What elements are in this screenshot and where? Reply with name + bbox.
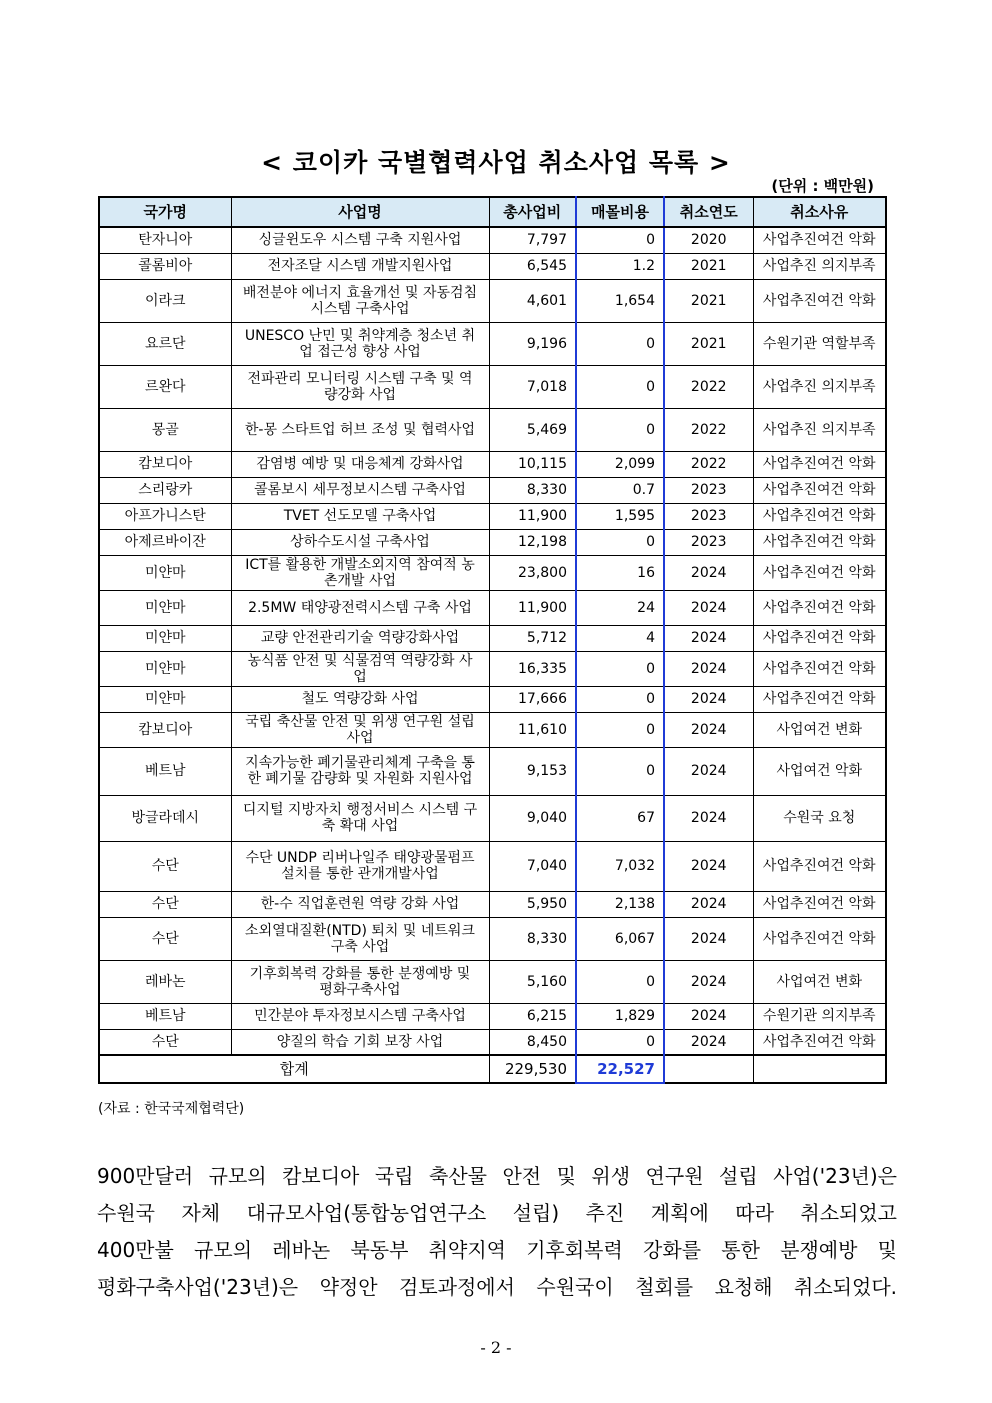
country-cell: 미얀마 (99, 625, 231, 651)
total-cost-cell: 7,040 (489, 841, 576, 891)
project-name-cell: 국립 축산물 안전 및 위생 연구원 설립 사업 (231, 712, 489, 747)
project-name-cell: 상하수도시설 구축사업 (231, 529, 489, 555)
header-country: 국가명 (99, 197, 231, 227)
cancel-reason-cell: 사업추진여건 악화 (753, 279, 886, 322)
country-cell: 캄보디아 (99, 712, 231, 747)
total-cost-cell: 12,198 (489, 529, 576, 555)
total-cost-cell: 5,469 (489, 408, 576, 451)
cancel-reason-cell: 사업추진여건 악화 (753, 477, 886, 503)
total-cost-cell: 11,900 (489, 503, 576, 529)
project-name-cell: 기후회복력 강화를 통한 분쟁예방 및 평화구축사업 (231, 960, 489, 1003)
project-name-cell: 전파관리 모니터링 시스템 구축 및 역량강화 사업 (231, 365, 489, 408)
total-empty-cell (753, 1055, 886, 1083)
cancel-reason-cell: 사업추진여건 악화 (753, 625, 886, 651)
cancel-reason-cell: 수원기관 역할부족 (753, 322, 886, 365)
cancel-year-cell: 2024 (664, 686, 753, 712)
cancel-reason-cell: 사업추진여건 악화 (753, 503, 886, 529)
sunk-cost-cell: 2,099 (576, 451, 664, 477)
project-name-cell: UNESCO 난민 및 취약계층 청소년 취업 접근성 향상 사업 (231, 322, 489, 365)
sunk-cost-cell: 24 (576, 590, 664, 625)
project-name-cell: 전자조달 시스템 개발지원사업 (231, 253, 489, 279)
header-cancel-year: 취소연도 (664, 197, 753, 227)
country-cell: 수단 (99, 841, 231, 891)
cancel-reason-cell: 사업여건 변화 (753, 712, 886, 747)
cancel-year-cell: 2021 (664, 322, 753, 365)
total-cost-cell: 10,115 (489, 451, 576, 477)
cancelled-projects-table (98, 196, 887, 1084)
cancel-year-cell: 2024 (664, 712, 753, 747)
table-row (99, 795, 886, 841)
total-cost-cell: 16,335 (489, 651, 576, 686)
cancel-year-cell: 2024 (664, 625, 753, 651)
country-cell: 베트남 (99, 1003, 231, 1029)
cancel-year-cell: 2024 (664, 651, 753, 686)
cancel-reason-cell: 사업추진 의지부족 (753, 365, 886, 408)
country-cell: 캄보디아 (99, 451, 231, 477)
project-name-cell: ICT를 활용한 개발소외지역 참여적 농촌개발 사업 (231, 555, 489, 590)
cancel-year-cell: 2024 (664, 747, 753, 795)
sunk-cost-cell: 0 (576, 529, 664, 555)
country-cell: 탄자니아 (99, 227, 231, 253)
total-cost-cell: 8,330 (489, 917, 576, 960)
sunk-cost-cell: 0 (576, 1029, 664, 1055)
country-cell: 미얀마 (99, 555, 231, 590)
cancel-year-cell: 2024 (664, 795, 753, 841)
total-cost-cell: 5,950 (489, 891, 576, 917)
cancel-reason-cell: 사업추진여건 악화 (753, 1029, 886, 1055)
country-cell: 수단 (99, 1029, 231, 1055)
paragraph-line: 400만불 규모의 레바논 북동부 취약지역 기후회복력 강화를 통한 분쟁예방 및 (97, 1238, 897, 1262)
total-cost-sum: 229,530 (489, 1055, 576, 1083)
project-name-cell: 교량 안전관리기술 역량강화사업 (231, 625, 489, 651)
total-empty-cell (664, 1055, 753, 1083)
country-cell: 요르단 (99, 322, 231, 365)
cancel-reason-cell: 사업추진여건 악화 (753, 555, 886, 590)
cancel-year-cell: 2020 (664, 227, 753, 253)
total-cost-cell: 9,196 (489, 322, 576, 365)
project-name-cell: 소외열대질환(NTD) 퇴치 및 네트워크 구축 사업 (231, 917, 489, 960)
project-name-cell: 민간분야 투자정보시스템 구축사업 (231, 1003, 489, 1029)
country-cell: 르완다 (99, 365, 231, 408)
table-row (99, 960, 886, 1003)
project-name-cell: 배전분야 에너지 효율개선 및 자동검침 시스템 구축사업 (231, 279, 489, 322)
country-cell: 미얀마 (99, 686, 231, 712)
cancel-reason-cell: 사업여건 변화 (753, 960, 886, 1003)
cancel-year-cell: 2024 (664, 590, 753, 625)
sunk-cost-cell: 0 (576, 227, 664, 253)
country-cell: 베트남 (99, 747, 231, 795)
total-label: 합계 (99, 1055, 489, 1083)
cancel-year-cell: 2021 (664, 279, 753, 322)
header-total-cost: 총사업비 (489, 197, 576, 227)
sunk-cost-cell: 0 (576, 408, 664, 451)
total-cost-cell: 7,797 (489, 227, 576, 253)
cancel-year-cell: 2022 (664, 451, 753, 477)
project-name-cell: TVET 선도모델 구축사업 (231, 503, 489, 529)
table-row (99, 841, 886, 891)
country-cell: 방글라데시 (99, 795, 231, 841)
sunk-cost-cell: 0.7 (576, 477, 664, 503)
table-row (99, 529, 886, 555)
unit-label: (단위 : 백만원) (771, 177, 874, 195)
total-cost-cell: 9,153 (489, 747, 576, 795)
table-row (99, 651, 886, 686)
cancel-year-cell: 2024 (664, 841, 753, 891)
project-name-cell: 싱글윈도우 시스템 구축 지원사업 (231, 227, 489, 253)
cancel-year-cell: 2024 (664, 1029, 753, 1055)
cancel-reason-cell: 수원기관 의지부족 (753, 1003, 886, 1029)
cancel-year-cell: 2022 (664, 408, 753, 451)
country-cell: 수단 (99, 891, 231, 917)
sunk-cost-cell: 0 (576, 686, 664, 712)
source-note: (자료 : 한국국제협력단) (98, 1101, 245, 1117)
cancel-reason-cell: 사업추진여건 악화 (753, 227, 886, 253)
cancel-reason-cell: 사업추진여건 악화 (753, 651, 886, 686)
sunk-cost-cell: 0 (576, 747, 664, 795)
cancel-year-cell: 2023 (664, 529, 753, 555)
project-name-cell: 수단 UNDP 리버나일주 태양광물펌프 설치를 통한 관개개발사업 (231, 841, 489, 891)
cancel-year-cell: 2022 (664, 365, 753, 408)
sunk-cost-cell: 2,138 (576, 891, 664, 917)
project-name-cell: 농식품 안전 및 식물검역 역량강화 사업 (231, 651, 489, 686)
total-cost-cell: 7,018 (489, 365, 576, 408)
table-row (99, 590, 886, 625)
project-name-cell: 지속가능한 폐기물관리체계 구축을 통한 폐기물 감량화 및 자원화 지원사업 (231, 747, 489, 795)
cancel-reason-cell: 사업여건 악화 (753, 747, 886, 795)
table-row (99, 1003, 886, 1029)
cancel-reason-cell: 사업추진여건 악화 (753, 590, 886, 625)
country-cell: 아프가니스탄 (99, 503, 231, 529)
cancel-reason-cell: 사업추진 의지부족 (753, 253, 886, 279)
cancel-reason-cell: 사업추진여건 악화 (753, 529, 886, 555)
table-row (99, 451, 886, 477)
page-number: - 2 - (480, 1338, 512, 1357)
table-title: < 코이카 국별협력사업 취소사업 목록 > (261, 148, 731, 177)
cancel-reason-cell: 사업추진여건 악화 (753, 841, 886, 891)
country-cell: 미얀마 (99, 651, 231, 686)
table-row (99, 503, 886, 529)
project-name-cell: 콜롬보시 세무정보시스템 구축사업 (231, 477, 489, 503)
sunk-cost-cell: 16 (576, 555, 664, 590)
sunk-cost-cell: 1,595 (576, 503, 664, 529)
table-row (99, 917, 886, 960)
cancel-reason-cell: 수원국 요청 (753, 795, 886, 841)
total-cost-cell: 6,545 (489, 253, 576, 279)
country-cell: 몽골 (99, 408, 231, 451)
total-row (99, 1055, 886, 1083)
country-cell: 이라크 (99, 279, 231, 322)
header-project: 사업명 (231, 197, 489, 227)
project-name-cell: 2.5MW 태양광전력시스템 구축 사업 (231, 590, 489, 625)
body-paragraph (97, 1158, 897, 1306)
table-row (99, 408, 886, 451)
table-row (99, 1029, 886, 1055)
project-name-cell: 철도 역량강화 사업 (231, 686, 489, 712)
project-name-cell: 한-몽 스타트업 허브 조성 및 협력사업 (231, 408, 489, 451)
header-cancel-reason: 취소사유 (753, 197, 886, 227)
table-row (99, 712, 886, 747)
total-cost-cell: 5,712 (489, 625, 576, 651)
table-row (99, 555, 886, 590)
table-row (99, 625, 886, 651)
table-row (99, 365, 886, 408)
sunk-cost-cell: 0 (576, 365, 664, 408)
sunk-cost-cell: 67 (576, 795, 664, 841)
paragraph-line: 900만달러 규모의 캄보디아 국립 축산물 안전 및 위생 연구원 설립 사업('23년)은 (97, 1164, 897, 1188)
paragraph-line: 평화구축사업('23년)은 약정안 검토과정에서 수원국이 철회를 요청해 취소되었다. (97, 1275, 897, 1299)
total-cost-cell: 23,800 (489, 555, 576, 590)
project-name-cell: 한-수 직업훈련원 역량 강화 사업 (231, 891, 489, 917)
total-cost-cell: 4,601 (489, 279, 576, 322)
cancel-year-cell: 2024 (664, 917, 753, 960)
project-name-cell: 디지털 지방자치 행정서비스 시스템 구축 확대 사업 (231, 795, 489, 841)
sunk-cost-cell: 7,032 (576, 841, 664, 891)
sunk-cost-cell: 0 (576, 712, 664, 747)
header-sunk-cost: 매몰비용 (576, 197, 664, 227)
sunk-cost-cell: 0 (576, 960, 664, 1003)
paragraph-line: 수원국 자체 대규모사업(통합농업연구소 설립) 추진 계획에 따라 취소되었고 (97, 1201, 897, 1225)
total-cost-cell: 6,215 (489, 1003, 576, 1029)
cancel-year-cell: 2024 (664, 1003, 753, 1029)
country-cell: 미얀마 (99, 590, 231, 625)
cancel-reason-cell: 사업추진여건 악화 (753, 917, 886, 960)
sunk-cost-sum: 22,527 (576, 1055, 664, 1083)
sunk-cost-cell: 0 (576, 322, 664, 365)
project-name-cell: 감염병 예방 및 대응체계 강화사업 (231, 451, 489, 477)
total-cost-cell: 5,160 (489, 960, 576, 1003)
total-cost-cell: 11,610 (489, 712, 576, 747)
cancel-year-cell: 2021 (664, 253, 753, 279)
project-name-cell: 양질의 학습 기회 보장 사업 (231, 1029, 489, 1055)
cancel-reason-cell: 사업추진여건 악화 (753, 451, 886, 477)
cancel-year-cell: 2024 (664, 891, 753, 917)
table-row (99, 279, 886, 322)
table-header-row (99, 197, 886, 227)
cancel-reason-cell: 사업추진 의지부족 (753, 408, 886, 451)
country-cell: 수단 (99, 917, 231, 960)
total-cost-cell: 8,330 (489, 477, 576, 503)
total-cost-cell: 9,040 (489, 795, 576, 841)
sunk-cost-cell: 1,829 (576, 1003, 664, 1029)
total-cost-cell: 17,666 (489, 686, 576, 712)
cancel-year-cell: 2023 (664, 477, 753, 503)
sunk-cost-cell: 6,067 (576, 917, 664, 960)
country-cell: 아제르바이잔 (99, 529, 231, 555)
cancel-year-cell: 2024 (664, 960, 753, 1003)
table-row (99, 891, 886, 917)
table-row (99, 686, 886, 712)
sunk-cost-cell: 0 (576, 651, 664, 686)
cancel-reason-cell: 사업추진여건 악화 (753, 686, 886, 712)
table-row (99, 253, 886, 279)
sunk-cost-cell: 1.2 (576, 253, 664, 279)
table-row (99, 477, 886, 503)
sunk-cost-cell: 4 (576, 625, 664, 651)
total-cost-cell: 11,900 (489, 590, 576, 625)
cancel-year-cell: 2024 (664, 555, 753, 590)
country-cell: 레바논 (99, 960, 231, 1003)
table-row (99, 322, 886, 365)
cancel-reason-cell: 사업추진여건 악화 (753, 891, 886, 917)
country-cell: 스리랑카 (99, 477, 231, 503)
total-cost-cell: 8,450 (489, 1029, 576, 1055)
cancel-year-cell: 2023 (664, 503, 753, 529)
table-row (99, 227, 886, 253)
sunk-cost-cell: 1,654 (576, 279, 664, 322)
country-cell: 콜롬비아 (99, 253, 231, 279)
table-row (99, 747, 886, 795)
